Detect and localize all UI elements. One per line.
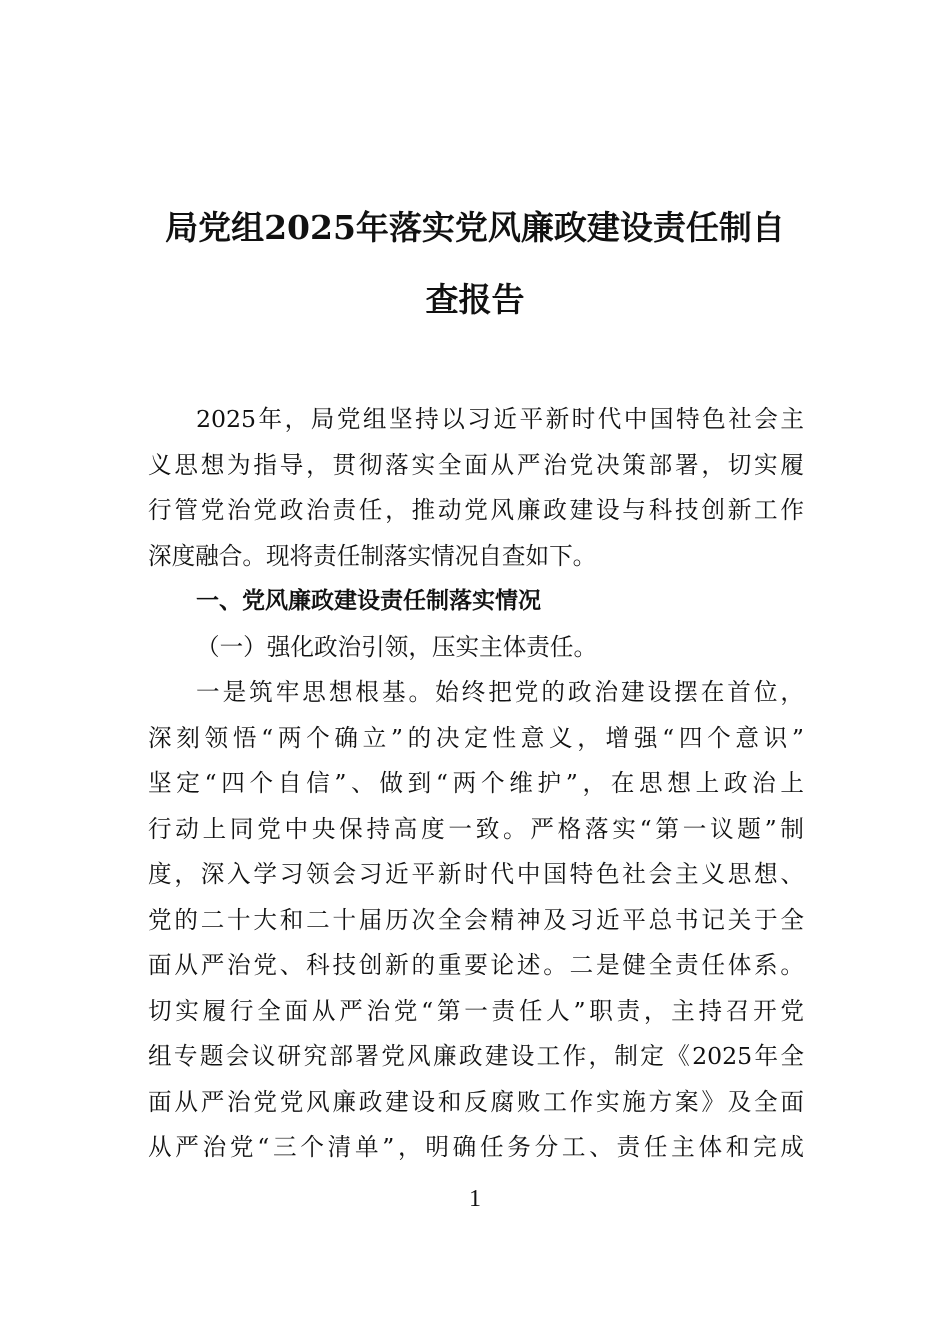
paragraph-line: 面从严治党、科技创新的重要论述。二是健全责任体系。 [148, 951, 804, 979]
paragraph-line: 面从严治党党风廉政建设和反腐败工作实施方案》及全面 [148, 1087, 804, 1116]
paragraph-line: 切实履行全面从严治党“第一责任人”职责，主持召开党 [148, 996, 804, 1025]
paragraph-line: 组专题会议研究部署党风廉政建设工作，制定《2025年全 [148, 1042, 804, 1070]
title-line: 查报告 [425, 280, 525, 319]
paragraph-line: 行动上同党中央保持高度一致。严格落实“第一议题”制 [148, 814, 804, 843]
paragraph-line: 党的二十大和二十届历次全会精神及习近平总书记关于全 [148, 905, 804, 934]
subsection-heading: （一）强化政治引领，压实主体责任。 [196, 632, 598, 661]
paragraph-line: 坚定“四个自信”、做到“两个维护”，在思想上政治上 [148, 769, 804, 797]
section-heading: 一、党风廉政建设责任制落实情况 [196, 588, 541, 614]
intro-line: 行管党治党政治责任，推动党风廉政建设与科技创新工作 [148, 496, 804, 524]
intro-line: 义思想为指导，贯彻落实全面从严治党决策部署，切实履 [148, 450, 804, 479]
document-body [148, 397, 804, 1171]
title-line: 局党组2025年落实党风廉政建设责任制自 [165, 208, 785, 247]
document-title [148, 192, 802, 336]
page-number: 1 [469, 1186, 481, 1212]
intro-line: 2025年，局党组坚持以习近平新时代中国特色社会主 [196, 405, 804, 433]
paragraph-line: 一是筑牢思想根基。始终把党的政治建设摆在首位， [196, 678, 804, 706]
paragraph-line: 度，深入学习领会习近平新时代中国特色社会主义思想、 [148, 860, 804, 888]
paragraph-line: 深刻领悟“两个确立”的决定性意义，增强“四个意识” [148, 723, 804, 752]
intro-line: 深度融合。现将责任制落实情况自查如下。 [148, 541, 597, 570]
paragraph-line: 从严治党“三个清单”，明确任务分工、责任主体和完成 [148, 1133, 804, 1161]
